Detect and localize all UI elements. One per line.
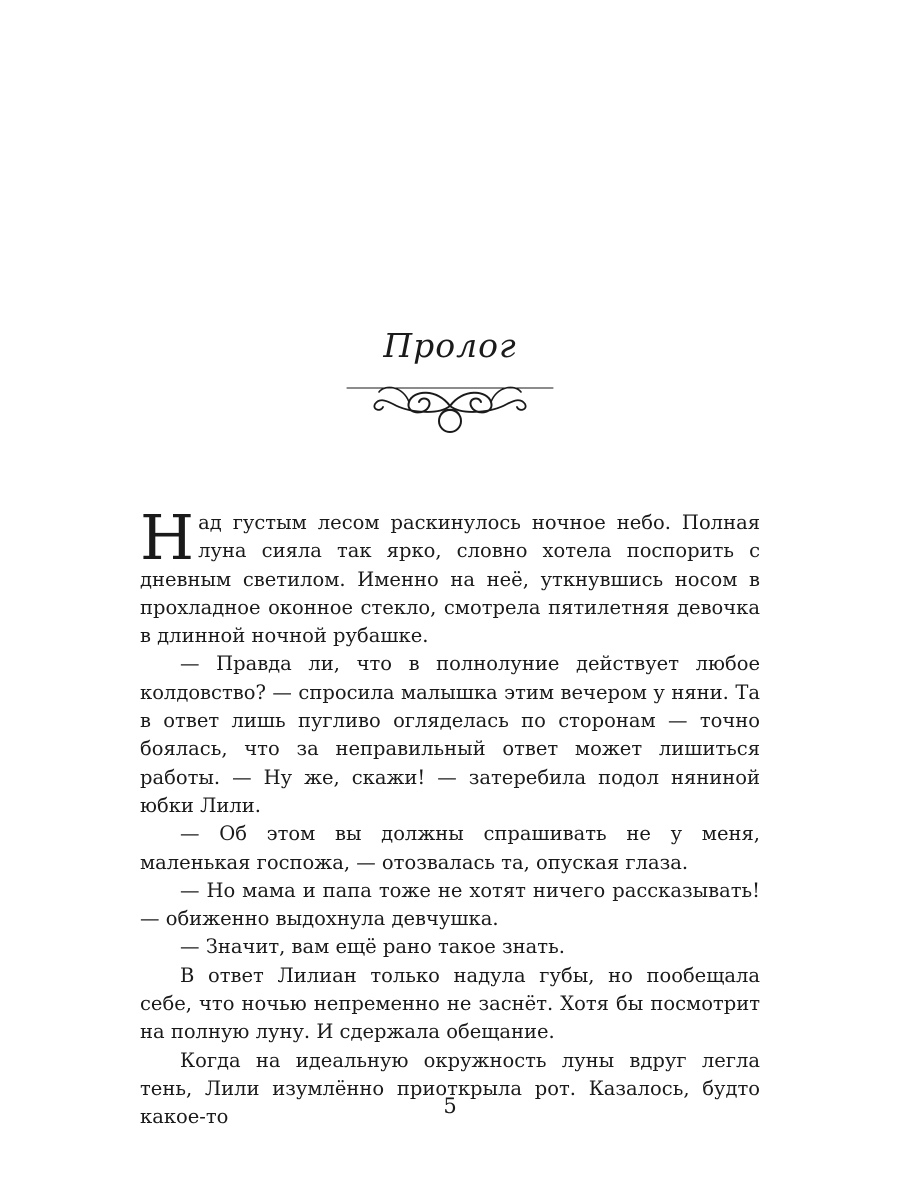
paragraph: — Правда ли, что в полнолуние действует любое колдовство? — спросила малышка этим вечером у няни. Та в ответ лишь пугливо огляделась по сторонам — точно боялась, что за неправильный ответ может лишиться работы. — Ну же, скажи! — затеребила подол няниной юбки Лили. bbox=[140, 652, 760, 817]
drop-cap: Н bbox=[140, 501, 195, 574]
flourish-divider-icon bbox=[345, 376, 555, 436]
chapter-body bbox=[140, 501, 760, 1132]
paragraph: Когда на идеальную окружность луны вдруг легла тень, Лили изумлённо приоткрыла рот. Казалось, будто какое-то bbox=[140, 1048, 760, 1129]
paragraph-text: ад густым лесом раскинулось ночное небо. Полная луна сияла так ярко, словно хотела поспорить с дневным светилом. Именно на неё, уткнувшись носом в прохладное оконное стекло, смотрела пятилетняя девочка в длинной ночной рубашке. bbox=[140, 511, 760, 648]
paragraph: — Значит, вам ещё рано такое знать. bbox=[180, 935, 565, 959]
paragraph: — Об этом вы должны спрашивать не у меня, маленькая госпожа, — отозвалась та, опуская глаза. bbox=[140, 822, 760, 874]
paragraph bbox=[140, 501, 760, 650]
page-number: 5 bbox=[443, 1094, 457, 1118]
chapter-title: Пролог bbox=[383, 326, 517, 365]
paragraph: В ответ Лилиан только надула губы, но пообещала себе, что ночью непременно не заснёт. Хотя бы посмотрит на полную луну. И сдержала обещание. bbox=[140, 963, 760, 1044]
paragraph: — Но мама и папа тоже не хотят ничего рассказывать! — обиженно выдохнула девчушка. bbox=[140, 878, 760, 931]
